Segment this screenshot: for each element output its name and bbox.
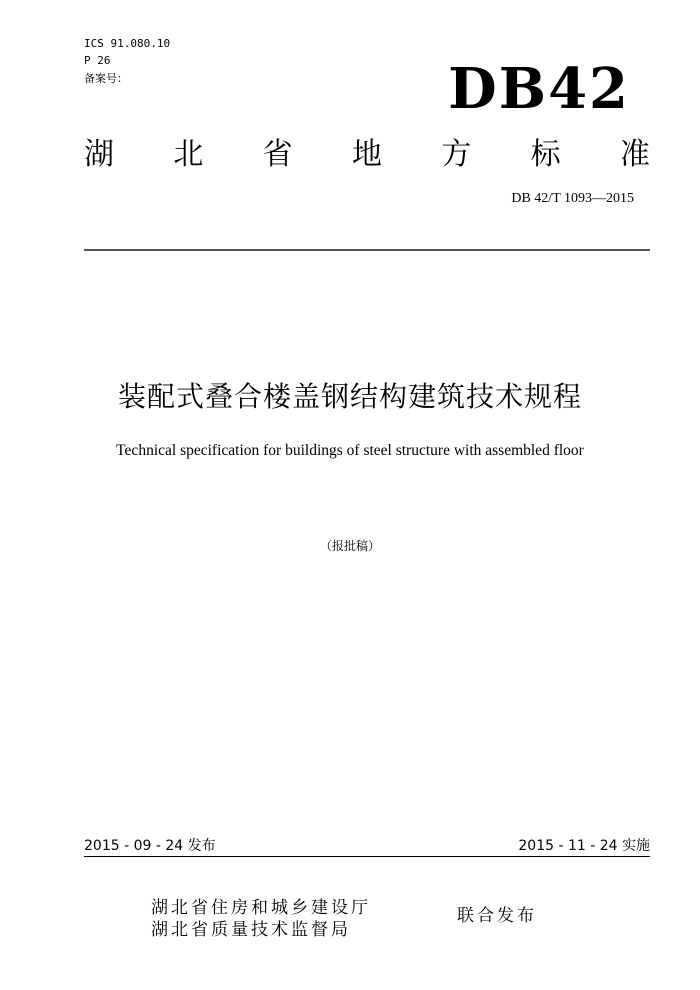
category-char: 方 — [441, 137, 472, 172]
category-char: 湖 — [84, 137, 114, 172]
title-english: Technical specification for buildings of steel structure with assembled floor — [116, 442, 584, 459]
category-char: 北 — [173, 137, 204, 172]
standard-number: DB 42/T 1093—2015 — [511, 191, 634, 206]
title-chinese: 装配式叠合楼盖钢结构建筑技术规程 — [117, 380, 582, 413]
issuer-name: 湖北省质量技术监督局 — [151, 920, 351, 940]
category-char: 准 — [619, 137, 650, 172]
category-char: 省 — [262, 137, 293, 172]
footer-divider — [84, 856, 650, 857]
p-code: P 26 — [84, 54, 111, 67]
standard-category — [84, 136, 650, 174]
category-char: 标 — [530, 137, 561, 172]
implementation-date: 2015 - 11 - 24 实施 — [518, 838, 650, 854]
issuing-authorities — [151, 897, 371, 941]
draft-status: （报批稿） — [319, 539, 380, 553]
category-char: 地 — [351, 137, 382, 172]
ics-code: ICS 91.080.10 — [84, 37, 171, 50]
db42-logo: DB42 — [448, 56, 630, 122]
issue-date: 2015 - 09 - 24 发布 — [84, 838, 216, 854]
joint-release-label: 联合发布 — [457, 906, 537, 926]
filing-number-label: 备案号： — [84, 72, 128, 85]
header-divider — [84, 249, 650, 251]
issuer-name: 湖北省住房和城乡建设厅 — [151, 898, 371, 918]
